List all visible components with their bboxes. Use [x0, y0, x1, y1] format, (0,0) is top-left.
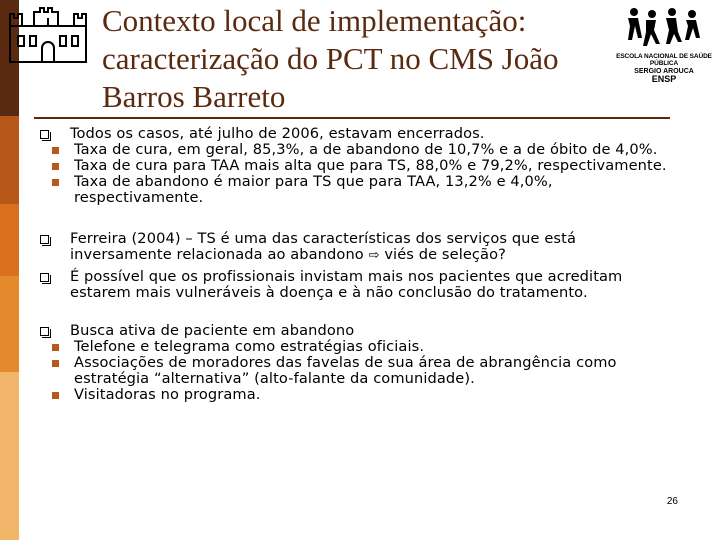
- hollow-square-bullet-icon: [40, 235, 49, 244]
- filled-square-bullet-icon: [52, 392, 59, 399]
- ensp-logo-text: [612, 54, 716, 84]
- hollow-square-bullet-icon: [40, 327, 49, 336]
- sub-bullet-text: Taxa de cura para TAA mais alta que para TS, 88,0% e 79,2%, respectivamente.: [74, 157, 667, 174]
- side-bar-segment: [0, 372, 19, 540]
- filled-square-bullet-icon: [52, 360, 59, 367]
- title-underline: [34, 117, 670, 119]
- ensp-logo-line3: ENSP: [651, 73, 677, 84]
- bullet-item: [40, 269, 680, 301]
- sub-bullet-text: Telefone e telegrama como estratégias oficiais.: [74, 338, 425, 355]
- sub-bullet-item: [40, 158, 680, 174]
- sub-bullet-item: [40, 142, 680, 158]
- sub-bullet-item: [40, 339, 680, 355]
- bullet-text: Busca ativa de paciente em abandono: [70, 322, 355, 339]
- page-number: 26: [666, 496, 678, 507]
- bullet-text-part: viés de seleção?: [379, 246, 506, 263]
- hollow-square-bullet-icon: [40, 273, 49, 282]
- right-arrow-icon: ⇨: [368, 248, 380, 263]
- sub-bullet-text: Taxa de abandono é maior para TS que para TAA, 13,2% e 4,0%, respectivamente.: [74, 173, 553, 206]
- side-bar-segment: [0, 276, 19, 372]
- bullet-text: É possível que os profissionais invistam mais nos pacientes que acreditam estarem mais vulneráveis à doença e à não conclusão do tratamento.: [70, 268, 623, 301]
- ensp-logo-line2: SERGIO AROUCA: [634, 67, 694, 75]
- hollow-square-bullet-icon: [40, 130, 49, 139]
- sub-bullet-text: Associações de moradores das favelas de sua área de abrangência como estratégia “alternativa” (alto-falante da comunidade).: [74, 354, 617, 387]
- sub-bullet-text: Taxa de cura, em geral, 85,3%, a de abandono de 10,7% e a de óbito de 4,0%.: [74, 141, 658, 158]
- bullet-item: [40, 231, 680, 264]
- bullet-text: Todos os casos, até julho de 2006, estavam encerrados.: [70, 125, 485, 142]
- bullet-item: [40, 323, 680, 339]
- ensp-logo-line1: ESCOLA NACIONAL DE SAÚDE PÚBLICA: [616, 53, 712, 67]
- filled-square-bullet-icon: [52, 344, 59, 351]
- sub-bullet-item: [40, 174, 680, 206]
- filled-square-bullet-icon: [52, 163, 59, 170]
- sub-bullet-item: [40, 387, 680, 403]
- sub-bullet-item: [40, 355, 680, 387]
- bullet-text-part: Ferreira (2004) – TS é uma das características dos serviços que está inversamente relacionada ao abandono: [70, 230, 577, 263]
- slide-body: [40, 126, 680, 403]
- filled-square-bullet-icon: [52, 179, 59, 186]
- slide-title: Contexto local de implementação: caracterização do PCT no CMS João Barros Barreto: [102, 3, 559, 114]
- filled-square-bullet-icon: [52, 147, 59, 154]
- side-bar-segment: [0, 116, 19, 204]
- bullet-item: [40, 126, 680, 142]
- sub-bullet-text: Visitadoras no programa.: [74, 386, 261, 403]
- side-bar-segment: [0, 204, 19, 276]
- fiocruz-castle-logo: [4, 4, 92, 66]
